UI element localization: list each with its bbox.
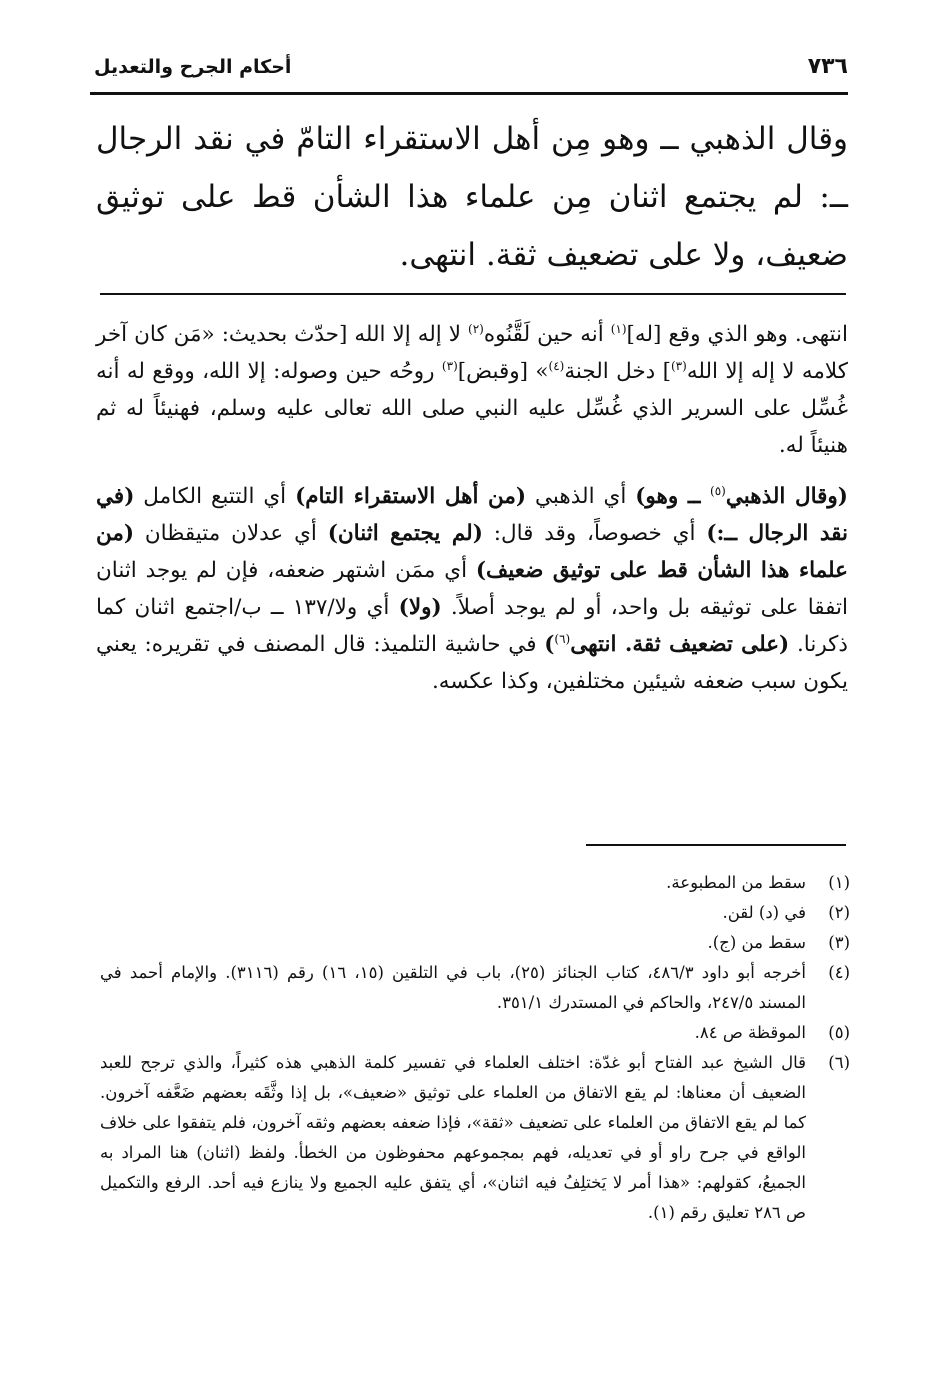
footnote — [100, 898, 850, 928]
footnote-text: في (د) لقن. — [722, 903, 806, 922]
quoted-text: (في نقد الرجال ــ:) — [96, 484, 848, 546]
footnote-number: (١) — [828, 873, 850, 892]
commentary-paragraph-1 — [96, 316, 848, 464]
footnote-number: (٣) — [828, 933, 850, 952]
footnote-text: الموقظة ص ٨٤. — [694, 1023, 806, 1042]
text-run: في حاشية التلميذ: قال المصنف في تقريره: يعني يكون سبب ضعفه شيئين مختلفين، وكذا عكسه. — [96, 632, 848, 694]
footnote-divider — [586, 844, 846, 846]
text-run: » [وقبض] — [457, 359, 549, 384]
footnote-number: (٦) — [828, 1053, 850, 1072]
footnote-text: سقط من (ج). — [707, 933, 806, 952]
text-run: أي عدلان متيقظان — [134, 521, 328, 546]
footnote-number: (٥) — [828, 1023, 850, 1042]
text-run: أي ولا/١٣٧ ــ ب/اجتمع اثنان كما ذكرنا. — [96, 595, 848, 657]
page-number: ٧٣٦ — [807, 54, 848, 79]
text-run: أنه حين لَقَّنُوه — [483, 322, 611, 347]
footnote — [100, 1048, 850, 1228]
text-run: روحُه حين وصوله: إلا الله، ووقع له أنه غُسِّل على السرير الذي غُسِّل عليه النبي صلى الله تعالى عليه وسلم، فهنيئاً له ثم هنيئاً له. — [96, 359, 848, 458]
quoted-text: (على تضعيف ثقة. انتهى — [570, 632, 790, 657]
quoted-text: (لم يجتمع اثنان) — [327, 521, 483, 546]
footnote-number: (٢) — [828, 903, 850, 922]
book-title: أحكام الجرح والتعديل — [94, 56, 292, 78]
header-rule — [90, 92, 848, 95]
text-run: ] دخل الجنة — [564, 359, 671, 384]
quoted-text: ) — [544, 632, 555, 657]
text-run: أي خصوصاً، وقد قال: — [482, 521, 707, 546]
footnote-text: قال الشيخ عبد الفتاح أبو غدّة: اختلف العلماء في تفسير كلمة الذهبي هذه كثيراً، والذي ترجح للعبد الضعيف أن معناها: لم يقع الاتفاق من العلماء على توثيق «ضعيف»، بل إذا وثَّقَه بعضهم ضَعَّفه آخرون. كما لم يقع الاتفاق من العلماء على تضعيف «ثقة»، فإذا ضعفه بعضهم وثقه آخرون، فلم يتفقوا على خلاف الواقع في جرح راو أو في تعديله، فهم بمجموعهم محفوظون من الخطأ. ولفظ (اثنان) هنا المراد به الجميعُ، كقولهم: «هذا أمر لا يَختلِفُ فيه اثنان»، أي يتفق عليه الجميع ولا ينازع فيه أحد. الرفع والتكميل ص ٢٨٦ تعليق رقم (١). — [100, 1053, 806, 1222]
footnote-ref: (٣) — [670, 358, 687, 373]
quoted-text: (من علماء هذا الشأن قط على توثيق ضعيف) — [96, 521, 848, 583]
main-text-divider — [100, 293, 846, 295]
footnote-ref: (١) — [610, 321, 627, 336]
text-run: لا إله إلا الله [حدّث بحديث: «مَن كان آخر كلامه لا إله إلا الله — [96, 322, 848, 384]
quoted-text: (من أهل الاستقراء التام) — [295, 484, 527, 509]
commentary-paragraph-2 — [96, 478, 848, 700]
quoted-text: (ولا) — [398, 595, 442, 620]
text-run: أي التتبع الكامل — [134, 484, 296, 509]
footnote-number: (٤) — [828, 963, 850, 982]
footnote — [100, 958, 850, 1018]
footnote — [100, 868, 850, 898]
text-run: انتهى. وهو الذي وقع [له] — [626, 322, 848, 347]
footnotes — [100, 868, 850, 1228]
quoted-text: ــ وهو) — [635, 484, 710, 509]
footnote-ref: (٤) — [548, 358, 565, 373]
footnote — [100, 1018, 850, 1048]
running-header — [90, 52, 848, 92]
footnote-ref: (٢) — [468, 321, 484, 336]
commentary — [96, 316, 848, 700]
footnote-text: سقط من المطبوعة. — [666, 873, 806, 892]
quoted-text: (وقال الذهبي — [725, 484, 848, 509]
footnote — [100, 928, 850, 958]
text-run: أي ممَن اشتهر ضعفه، فإن لم يوجد اثنان اتفقا على توثيقه بل واحد، أو لم يوجد أصلاً. — [96, 558, 849, 620]
main-text: وقال الذهبي ــ وهو مِن أهل الاستقراء التامّ في نقد الرجال ــ: لم يجتمع اثنان مِن علماء هذا الشأن قط على توثيق ضعيف، ولا على تضعيف ثقة. انتهى. — [96, 121, 848, 273]
footnote-ref: (٥) — [710, 483, 726, 498]
footnote-ref: (٦) — [554, 631, 571, 646]
footnote-ref: (٣) — [441, 358, 458, 373]
text-run: أي الذهبي — [526, 484, 636, 509]
footnote-text: أخرجه أبو داود ٤٨٦/٣، كتاب الجنائز (٢٥)، باب في التلقين (١٥، ١٦) رقم (٣١١٦). والإمام أحمد في المسند ٢٤٧/٥، والحاكم في المستدرك ٣٥١/١. — [100, 963, 807, 1012]
